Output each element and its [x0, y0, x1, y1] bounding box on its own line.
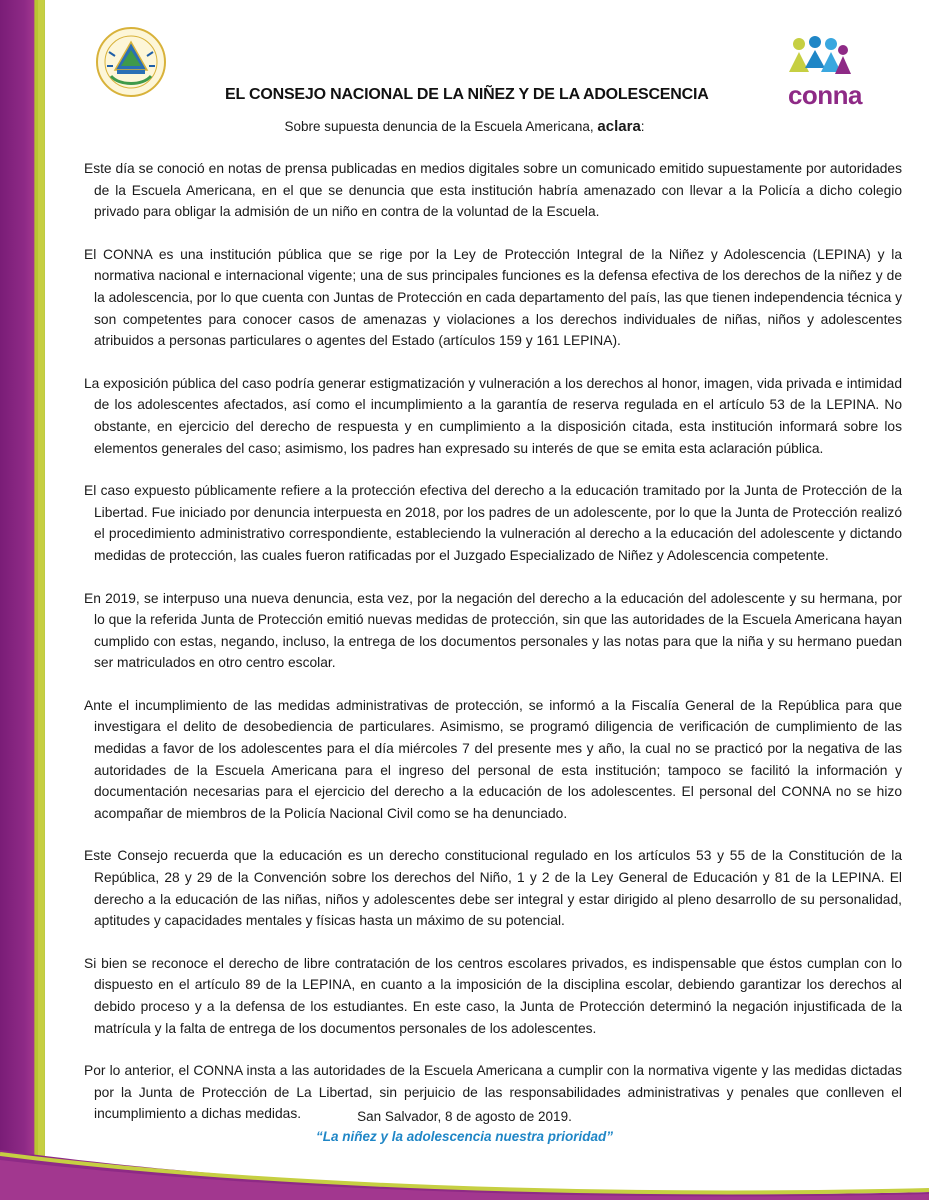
closing-block [0, 1107, 929, 1147]
conna-children-icon [775, 36, 865, 82]
place-and-date: San Salvador, 8 de agosto de 2019. [357, 1109, 572, 1124]
paragraph-1: Este día se conoció en notas de prensa publicadas en medios digitales sobre un comunicado emitido supuestamente por autoridades de la Escuela Americana, en el que se denuncia que esta institución habría amenazado con llevar a la Policía a dicho colegio privado para obligar la admisión de un niño en contra de la voluntad de la Escuela. [84, 161, 902, 220]
paragraph-2: El CONNA es una institución pública que se rige por la Ley de Protección Integral de la Niñez y Adolescencia (LEPINA) y la normativa nacional e internacional vigente; una de sus principales funciones es la defensa efectiva de los derechos de la niñez y de la adolescencia, por lo que cuenta con Juntas de Protección en cada departamento del país, las que tienen independencia técnica y son competentes para conocer casos de amenazas y violaciones a los derechos individuales de niñas, niños y adolescentes atribuidos a personas particulares o agentes del Estado (artículos 159 y 161 LEPINA). [84, 246, 902, 349]
el-salvador-seal-icon [95, 26, 167, 98]
paragraph-5: En 2019, se interpuso una nueva denuncia, esta vez, por la negación del derecho a la educación del adolescente y su hermana, por lo que la referida Junta de Protección emitió nuevas medidas de protección, sin que las autoridades de la Escuela Americana hayan cumplido con estas, negando, incluso, la entrega de los documentos personales y las notas para que la niña y su hermano puedan ser matriculados en otro centro escolar. [84, 590, 902, 671]
document-title: EL CONSEJO NACIONAL DE LA NIÑEZ Y DE LA ADOLESCENCIA [225, 86, 709, 103]
paragraph-3: La exposición pública del caso podría generar estigmatización y vulneración a los derechos al honor, imagen, vida privada e intimidad de los adolescentes afectados, así como el incumplimiento a la garantía de reserva regulada en el artículo 53 de la LEPINA. No obstante, en ejercicio del derecho de respuesta y en cumplimiento a la disposición citada, esta institución informará sobre los elementos generales del caso; asimismo, los padres han expresado su interés de que se emita esta aclaración pública. [84, 375, 902, 456]
document-header [95, 22, 895, 110]
subject-emphasis: aclara [597, 118, 641, 135]
subject-suffix: : [640, 119, 645, 134]
conna-logo [775, 36, 865, 108]
paragraph-6: Ante el incumplimiento de las medidas administrativas de protección, se informó a la Fiscalía General de la República para que investigara el delito de desobediencia de particulares. Asimismo, se programó diligencia de verificación de cumplimiento de las medidas a favor de los adolescentes para el día miércoles 7 del presente mes y año, la cual no se practicó por la negativa de las autoridades de la Escuela Americana para el ingreso del personal de esta institución; tampoco se facilitó la información y documentación necesarias para el ejercicio del derecho a la educación de los adolescentes. El personal del CONNA no se hizo acompañar de miembros de la Policía Nacional Civil como se ha denunciado. [84, 697, 902, 821]
decorative-side-band [0, 0, 62, 1200]
statement-body [84, 158, 902, 1146]
paragraph-9: Por lo anterior, el CONNA insta a las autoridades de la Escuela Americana a cumplir con la normativa vigente y las medidas dictadas por la Junta de Protección de La Libertad, sin perjuicio de las responsabilidades administrativas y penales que conlleven el incumplimiento a dichas medidas. [84, 1063, 902, 1122]
paragraph-7: Este Consejo recuerda que la educación es un derecho constitucional regulado en los artículos 53 y 55 de la Constitución de la República, 28 y 29 de la Convención sobre los derechos del Niño, 1 y 2 de la Ley General de Educación y 81 de la LEPINA. El derecho a la educación de las niñas, niños y adolescentes debe ser integral y estar dirigido al pleno desarrollo de su personalidad, aptitudes y capacidades mentales y físicas hasta un máximo de su potencial. [84, 848, 902, 929]
conna-logo-text: conna [787, 80, 863, 110]
subject-prefix: Sobre supuesta denuncia de la Escuela Americana, [284, 119, 598, 134]
paragraph-4: El caso expuesto públicamente refiere a la protección efectiva del derecho a la educación tramitado por la Junta de Protección de la Libertad. Fue iniciado por denuncia interpuesta en 2018, por los padres de un adolescente, por lo que la Junta de Protección realizó el procedimiento administrativo correspondiente, estableciendo la vulneración al derecho a la educación del adolescente y dictando medidas de protección, las cuales fueron ratificadas por el Juzgado Especializado de Niñez y Adolescencia competente. [84, 483, 902, 563]
paragraph-8: Si bien se reconoce el derecho de libre contratación de los centros escolares privados, es indispensable que éstos cumplan con lo dispuesto en el artículo 89 de la LEPINA, en cuanto a la imposición de la disciplina escolar, debiendo garantizar los derechos al debido proceso y a la defensa de los estudiantes. En este caso, la Junta de Protección determinó la negación injustificada de la matrícula y la falta de entrega de los documentos personales de los adolescentes. [84, 955, 902, 1036]
subject-line [0, 118, 929, 135]
institutional-motto: “La niñez y la adolescencia nuestra prioridad” [315, 1129, 614, 1144]
